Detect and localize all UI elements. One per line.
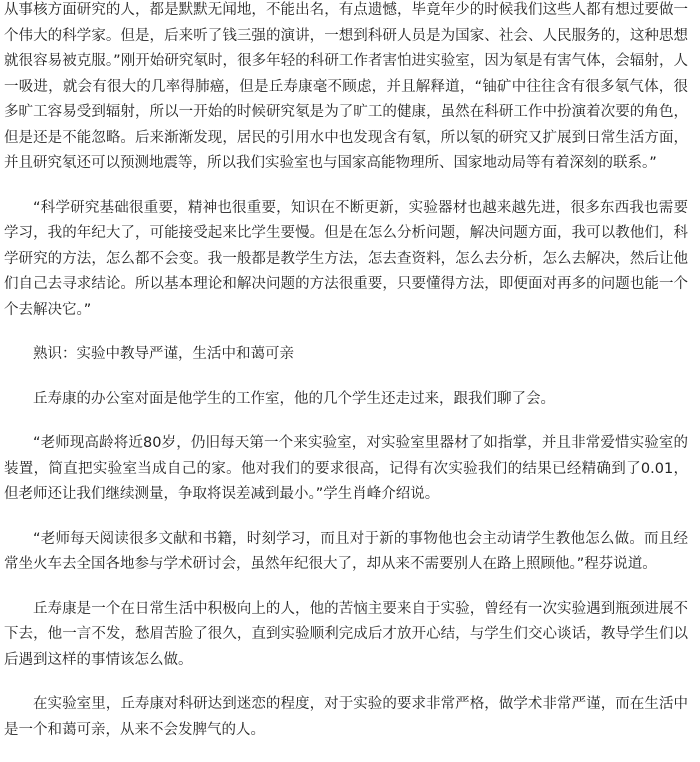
paragraph-quote-methods: “科学研究基础很重要，精神也很重要，知识在不断更新，实验器材也越来越先进，很多东西我也需要学习，我的年纪大了，可能接受起来比学生要慢。但是在怎么分析问题，解决问题方面，我可以教他们，科学研究的方法，怎么都不会变。我一般都是教学生方法，怎去查资料，怎么去分析，怎么去解决，然后让他们自己去寻求结论。所以基本理论和解决问题的方法很重要，只要懂得方法，即便面对再多的问题也能一个个去解决它。” (4, 199, 688, 318)
paragraph-quote-chengfen: “老师每天阅读很多文献和书籍，时刻学习，而且对于新的事物他也会主动请学生教他怎么做。而且经常坐火车去全国各地参与学术研讨会，虽然年纪很大了，却从来不需要别人在路上照顾他。”程芬说道。 (4, 530, 688, 572)
paragraph-daily-life: 丘寿康是一个在日常生活中积极向上的人，他的苦恼主要来自于实验，曾经有一次实验遇到瓶颈进展不下去，他一言不发，愁眉苦脸了很久，直到实验顺利完成后才放开心结，与学生们交心谈话，教导学生们以后遇到这样的事情该怎么做。 (4, 600, 688, 668)
paragraph-lab-attitude: 在实验室里，丘寿康对科研达到迷恋的程度，对于实验的要求非常严格，做学术非常严谨，而在生活中是一个和蔼可亲，从来不会发脾气的人。 (4, 696, 688, 738)
section-subheading: 熟识：实验中教导严谨，生活中和蔼可亲 (33, 346, 294, 362)
paragraph-quote-xiaofeng: “老师现高龄将近80岁，仍旧每天第一个来实验室，对实验室里器材了如指掌，并且非常爱惜实验室的装置，简直把实验室当成自己的家。他对我们的要求很高，记得有次实验我们的结果已经精确到了0.01，但老师还让我们继续测量，争取将误差减到最小。”学生肖峰介绍说。 (4, 435, 688, 502)
article-body (4, 0, 688, 762)
paragraph-continuation: 从事核方面研究的人，都是默默无闻地，不能出名，有点遗憾，毕竟年少的时候我们这些人都有想过要做一个伟大的科学家。但是，后来听了钱三强的演讲，一想到科研人员是为国家、社会、人民服务的，这种思想就很容易被克服。”刚开始研究氡时，很多年轻的科研工作者害怕进实验室，因为氡是有害气体，会辐射，人一吸进，就会有很大的几率得肺癌，但是丘寿康毫不顾虑，并且解释道，“铀矿中往往含有很多氡气体，很多旷工容易受到辐射，所以一开始的时候研究氡是为了旷工的健康，虽然在科研工作中扮演着次要的角色，但是还是不能忽略。后来渐渐发现，居民的引用水中也发现含有氡，所以氡的研究又扩展到日常生活方面，并且研究氡还可以预测地震等，所以我们实验室也与国家高能物理所、国家地动局等有着深刻的联系。” (4, 2, 688, 171)
paragraph-office: 丘寿康的办公室对面是他学生的工作室，他的几个学生还走过来，跟我们聊了会。 (33, 390, 555, 407)
